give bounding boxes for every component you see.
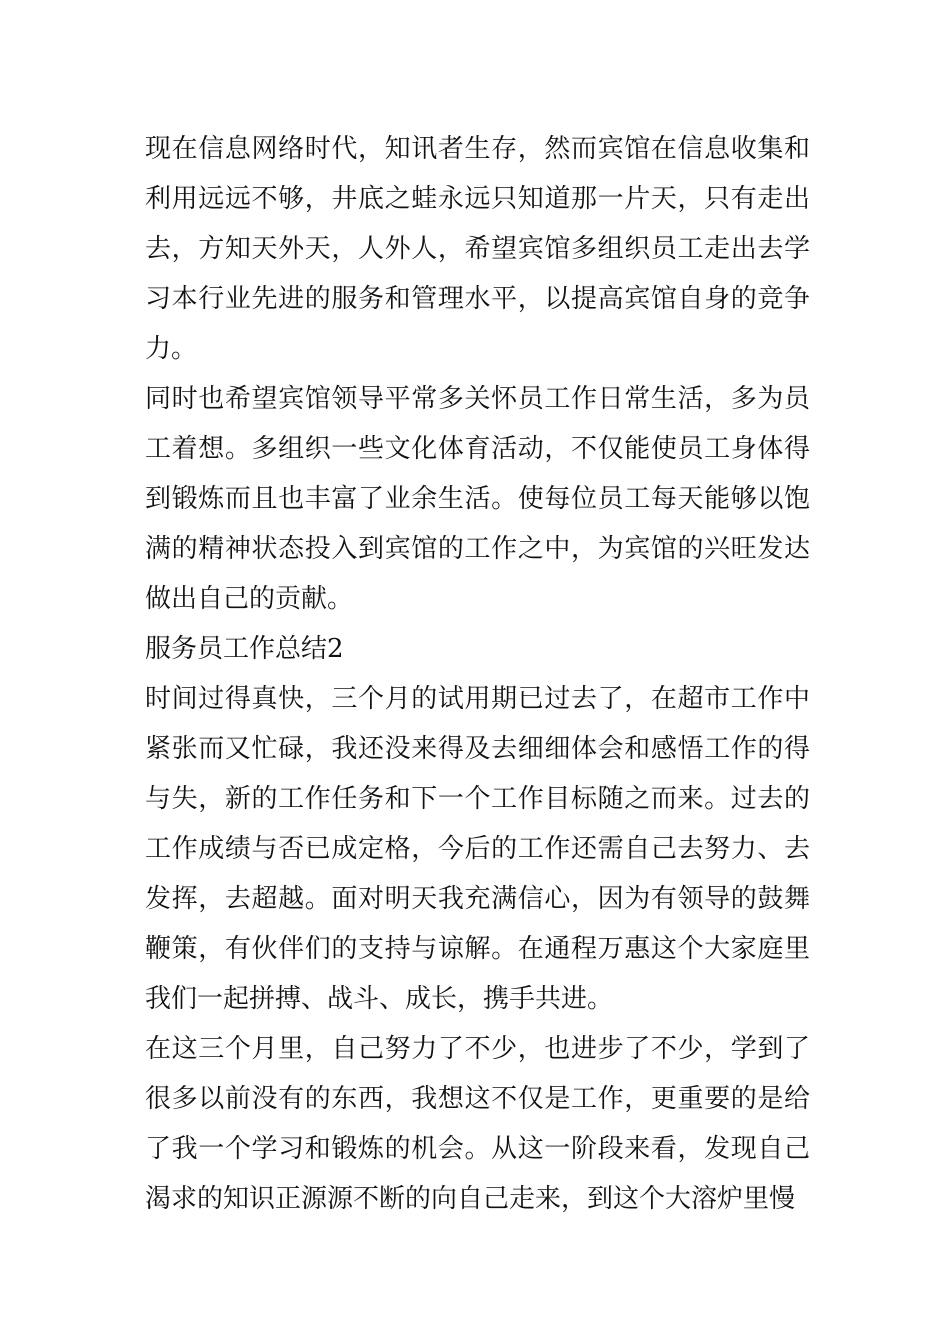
paragraph-2: 同时也希望宾馆领导平常多关怀员工作日常生活，多为员工着想。多组织一些文化体育活动，不仅能使员工身体得到锻炼而且也丰富了业余生活。使每位员工每天能够以饱满的精神状态投入到宾馆的工作之中，为宾馆的兴旺发达做出自己的贡献。 — [145, 384, 810, 614]
document-page — [145, 124, 810, 1224]
paragraph-4: 在这三个月里，自己努力了不少，也进步了不少，学到了很多以前没有的东西，我想这不仅是工作，更重要的是给了我一个学习和锻炼的机会。从这一阶段来看，发现自己渴求的知识正源源不断的向自己走来，到这个大溶炉里慢 — [145, 1034, 810, 1214]
section-title: 服务员工作总结2 — [145, 634, 344, 664]
paragraph-1: 现在信息网络时代，知讯者生存，然而宾馆在信息收集和利用远远不够，井底之蛙永远只知道那一片天，只有走出去，方知天外天，人外人，希望宾馆多组织员工走出去学习本行业先进的服务和管理水平，以提高宾馆自身的竞争力。 — [145, 134, 810, 364]
paragraph-3: 时间过得真快，三个月的试用期已过去了，在超市工作中紧张而又忙碌，我还没来得及去细细体会和感悟工作的得与失，新的工作任务和下一个工作目标随之而来。过去的工作成绩与否已成定格，今后的工作还需自己去努力、去发挥，去超越。面对明天我充满信心，因为有领导的鼓舞鞭策，有伙伴们的支持与谅解。在通程万惠这个大家庭里我们一起拼搏、战斗、成长，携手共进。 — [145, 684, 810, 1014]
